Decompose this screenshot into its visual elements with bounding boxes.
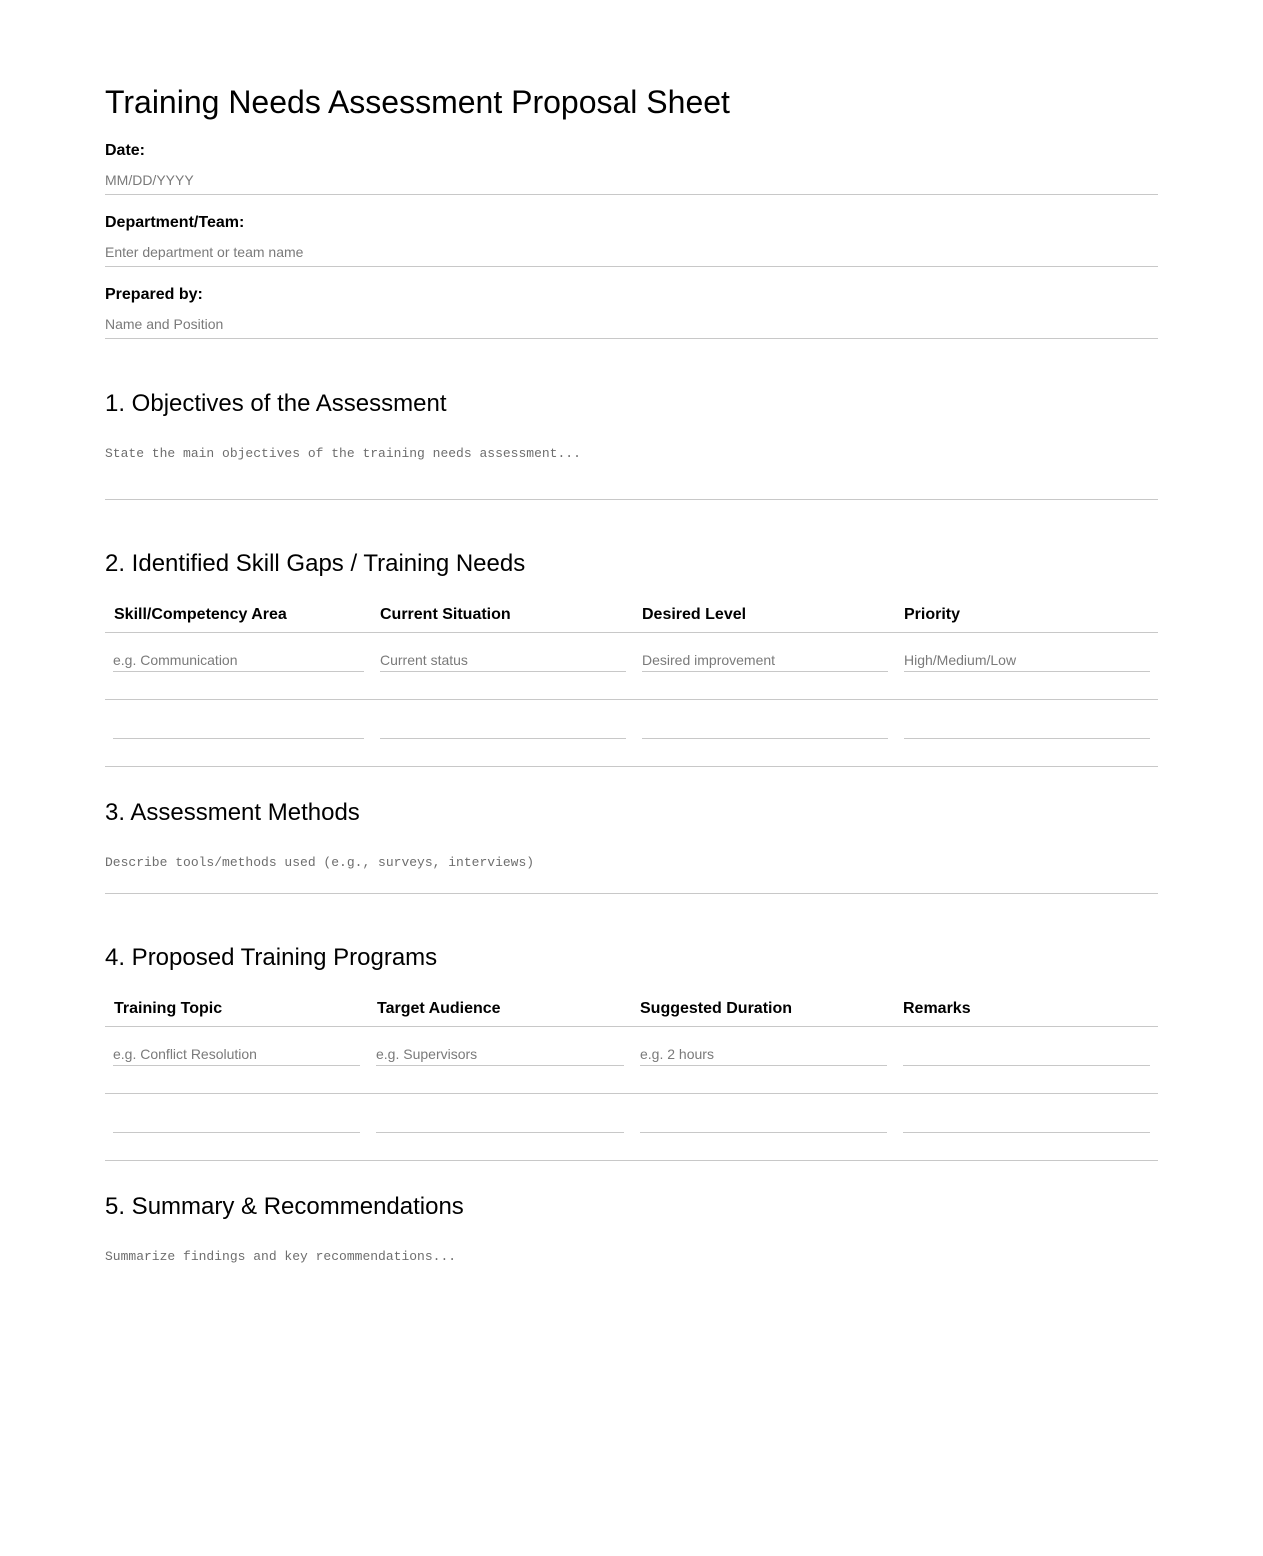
priority-input[interactable] bbox=[904, 648, 1150, 672]
document-title: Training Needs Assessment Proposal Sheet bbox=[105, 84, 730, 120]
prepared-by-label: Prepared by: bbox=[105, 286, 203, 303]
skill-gaps-table-header bbox=[105, 600, 1158, 633]
department-field-group bbox=[105, 213, 1158, 267]
column-header-priority: Priority bbox=[904, 606, 961, 623]
programs-table bbox=[105, 994, 1158, 1161]
date-input[interactable] bbox=[105, 171, 1158, 189]
desired-level-input[interactable] bbox=[642, 648, 888, 672]
target-audience-input[interactable] bbox=[376, 1042, 624, 1066]
column-header-current-situation: Current Situation bbox=[380, 606, 511, 623]
table-row bbox=[105, 633, 1158, 700]
desired-level-input[interactable] bbox=[642, 715, 888, 739]
training-topic-input[interactable] bbox=[113, 1042, 360, 1066]
prepared-by-input[interactable] bbox=[105, 315, 1158, 333]
remarks-input[interactable] bbox=[903, 1109, 1150, 1133]
methods-heading: 3. Assessment Methods bbox=[105, 799, 360, 826]
programs-heading: 4. Proposed Training Programs bbox=[105, 944, 438, 971]
summary-heading: 5. Summary & Recommendations bbox=[105, 1193, 464, 1220]
table-row bbox=[105, 1094, 1158, 1161]
skill-area-input[interactable] bbox=[113, 715, 364, 739]
priority-input[interactable] bbox=[904, 715, 1150, 739]
date-field-group bbox=[105, 141, 1158, 195]
column-header-target-audience: Target Audience bbox=[377, 1000, 501, 1017]
date-label: Date: bbox=[105, 142, 146, 159]
column-header-suggested-duration: Suggested Duration bbox=[640, 1000, 793, 1017]
remarks-input[interactable] bbox=[903, 1042, 1150, 1066]
objectives-heading: 1. Objectives of the Assessment bbox=[105, 390, 447, 417]
skill-gaps-table bbox=[105, 600, 1158, 767]
table-row bbox=[105, 1027, 1158, 1094]
skill-area-input[interactable] bbox=[113, 648, 364, 672]
column-header-skill-area: Skill/Competency Area bbox=[114, 606, 287, 623]
suggested-duration-input[interactable] bbox=[640, 1109, 887, 1133]
programs-table-header bbox=[105, 994, 1158, 1027]
suggested-duration-input[interactable] bbox=[640, 1042, 887, 1066]
skill-gaps-heading: 2. Identified Skill Gaps / Training Needs bbox=[105, 550, 526, 577]
column-header-remarks: Remarks bbox=[903, 1000, 971, 1017]
column-header-desired-level: Desired Level bbox=[642, 606, 747, 623]
target-audience-input[interactable] bbox=[376, 1109, 624, 1133]
training-topic-input[interactable] bbox=[113, 1109, 360, 1133]
department-label: Department/Team: bbox=[105, 214, 245, 231]
methods-textarea[interactable] bbox=[105, 855, 1158, 894]
column-header-training-topic: Training Topic bbox=[114, 1000, 223, 1017]
prepared-by-field-group bbox=[105, 285, 1158, 339]
objectives-textarea[interactable] bbox=[105, 446, 1158, 500]
department-input[interactable] bbox=[105, 243, 1158, 261]
current-situation-input[interactable] bbox=[380, 715, 626, 739]
table-row bbox=[105, 700, 1158, 767]
current-situation-input[interactable] bbox=[380, 648, 626, 672]
summary-textarea[interactable] bbox=[105, 1249, 1158, 1309]
